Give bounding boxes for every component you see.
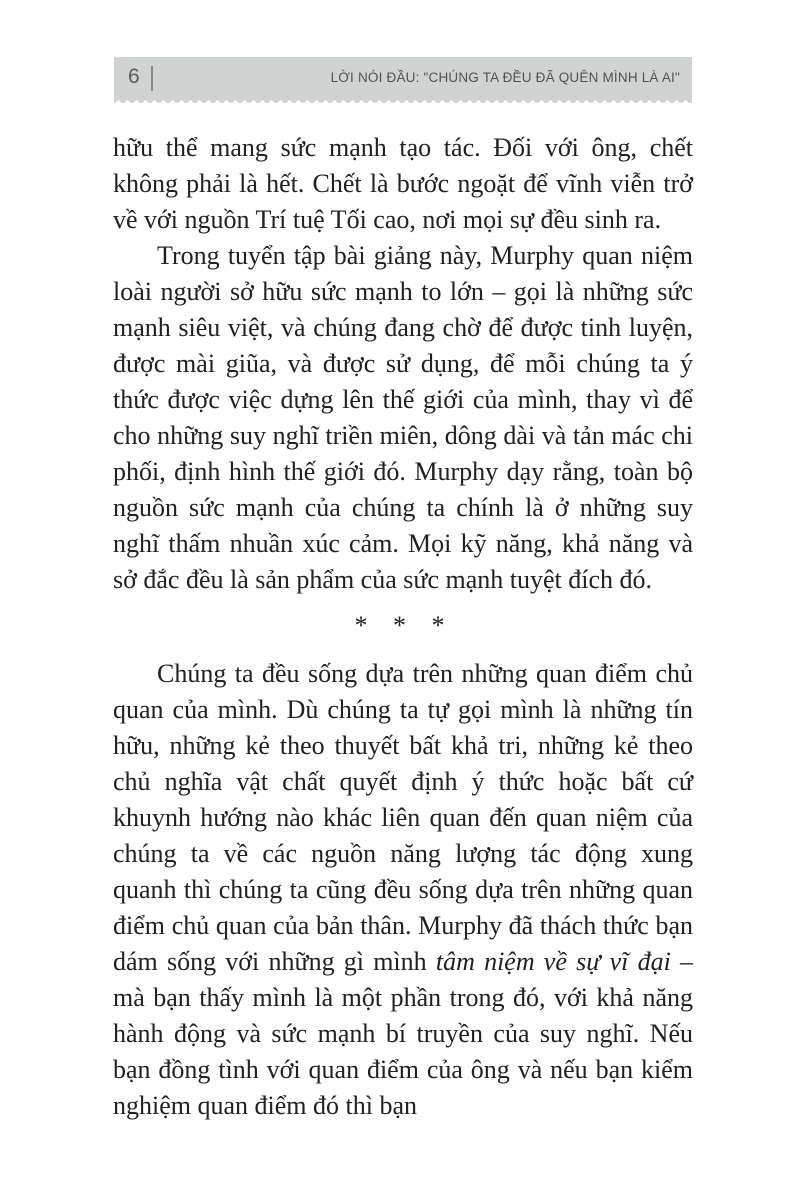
paragraph-3 — [113, 656, 693, 1124]
page-number: 6 — [128, 65, 140, 88]
emphasized-phrase: tâm niệm về sự vĩ đại — [435, 947, 671, 976]
running-title: LỜI NÓI ĐẦU: "CHÚNG TA ĐỀU ĐÃ QUÊN MÌNH LÀ AI" — [330, 69, 680, 85]
band-serrated-edge — [114, 97, 692, 103]
page-content — [113, 130, 693, 1124]
paragraph-1: hữu thể mang sức mạnh tạo tác. Đối với ông, chết không phải là hết. Chết là bước ngoặt để vĩnh viễn trở về với nguồn Trí tuệ Tối cao, nơi mọi sự đều sinh ra. — [113, 133, 693, 234]
header-left — [128, 63, 153, 91]
header-band — [114, 57, 692, 97]
paragraph-3-text-after: – mà bạn thấy mình là một phần trong đó, với khả năng hành động và sức mạnh bí truyền của suy nghĩ. Nếu bạn đồng tình với quan điểm của ông và nếu bạn kiểm nghiệm quan điểm đó thì bạn — [113, 947, 694, 1120]
page-header — [114, 57, 692, 103]
header-divider — [151, 66, 153, 91]
section-separator: * * * — [354, 611, 452, 640]
paragraph-2: Trong tuyển tập bài giảng này, Murphy quan niệm loài người sở hữu sức mạnh to lớn – gọi là những sức mạnh siêu việt, và chúng đang chờ để được tinh luyện, được mài giũa, và được sử dụng, để mỗi chúng ta ý thức được việc dựng lên thế giới của mình, thay vì để cho những suy nghĩ triền miên, dông dài và tản mác chi phối, định hình thế giới đó. Murphy dạy rằng, toàn bộ nguồn sức mạnh của chúng ta chính là ở những suy nghĩ thấm nhuần xúc cảm. Mọi kỹ năng, khả năng và sở đắc đều là sản phẩm của sức mạnh tuyệt đích đó. — [113, 241, 693, 594]
paragraph-3-text-before: Chúng ta đều sống dựa trên những quan điểm chủ quan của mình. Dù chúng ta tự gọi mình là những tín hữu, những kẻ theo thuyết bất khả tri, những kẻ theo chủ nghĩa vật chất quyết định ý thức hoặc bất cứ khuynh hướng nào khác liên quan đến quan niệm của chúng ta về các nguồn năng lượng tác động xung quanh thì chúng ta cũng đều sống dựa trên những quan điểm chủ quan của bản thân. Murphy đã thách thức bạn dám sống với những gì mình — [113, 659, 693, 976]
